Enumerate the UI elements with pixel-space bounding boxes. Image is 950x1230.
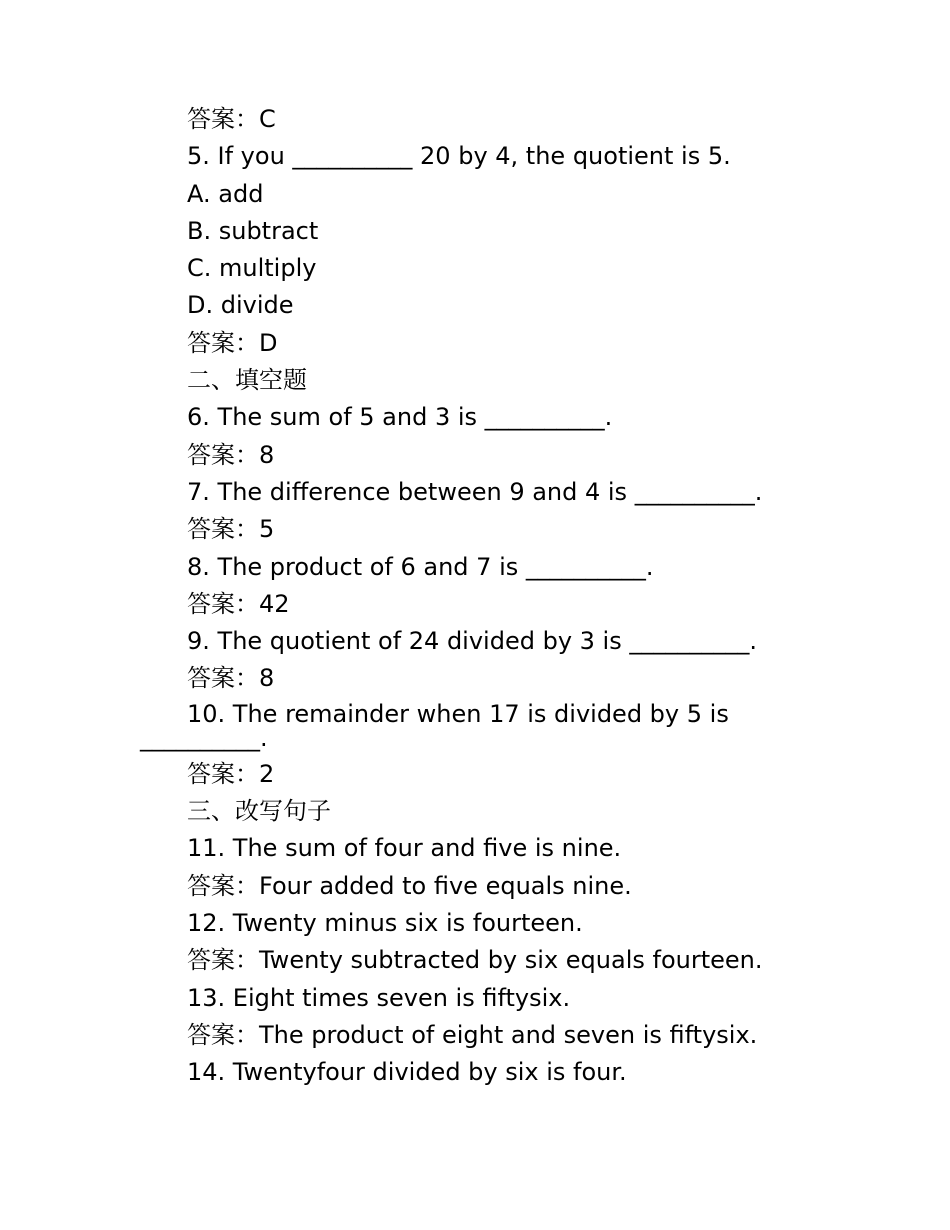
answer-line: 答案：5 <box>187 515 275 544</box>
answer-line: 答案：42 <box>187 589 290 618</box>
question-line: 9. The quotient of 24 divided by 3 is __________. <box>187 627 757 656</box>
question-line: 5. If you __________ 20 by 4, the quotient is 5. <box>187 142 731 171</box>
question-line: 6. The sum of 5 and 3 is __________. <box>187 403 613 432</box>
question-line-continuation: __________. <box>140 723 268 752</box>
question-line: 7. The difference between 9 and 4 is __________. <box>187 477 763 506</box>
answer-line: 答案：2 <box>187 759 275 788</box>
option-line: D. divide <box>187 291 294 320</box>
document-body <box>140 101 780 1091</box>
answer-line: 答案：8 <box>187 440 275 469</box>
answer-line: 答案：C <box>187 105 276 133</box>
option-line: B. subtract <box>187 216 319 245</box>
section-heading: 二、填空题 <box>187 366 307 395</box>
answer-line: 答案：Twenty subtracted by six equals fourteen. <box>187 946 763 975</box>
question-line: 8. The product of 6 and 7 is __________. <box>187 552 654 581</box>
section-heading: 三、改写句子 <box>187 797 331 826</box>
question-line: 11. The sum of four and five is nine. <box>187 834 622 863</box>
question-line: 13. Eight times seven is fiftysix. <box>187 983 571 1012</box>
question-line-first: 10. The remainder when 17 is divided by 5 is <box>187 699 729 728</box>
option-line: A. add <box>187 179 264 208</box>
option-line: C. multiply <box>187 254 317 283</box>
question-line: 12. Twenty minus six is fourteen. <box>187 908 583 937</box>
answer-line: 答案：8 <box>187 664 275 693</box>
answer-line: 答案：Four added to five equals nine. <box>187 871 632 900</box>
answer-line: 答案：D <box>187 328 278 357</box>
answer-line: 答案：The product of eight and seven is fiftysix. <box>187 1020 758 1049</box>
question-line: 14. Twentyfour divided by six is four. <box>187 1058 627 1087</box>
